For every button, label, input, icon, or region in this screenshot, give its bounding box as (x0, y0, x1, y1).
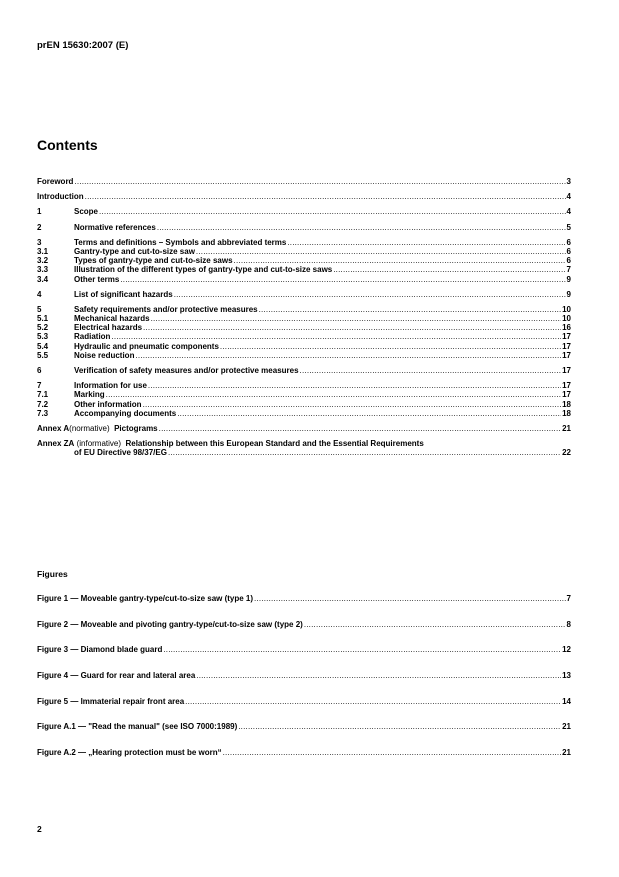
toc-entry-page: 18 (562, 399, 571, 409)
toc-entry[interactable] (37, 275, 571, 284)
toc-entry-title: Radiation (74, 332, 111, 342)
figure-entry[interactable] (37, 594, 571, 603)
toc-entry-title: Information for use (74, 381, 147, 391)
toc-group (37, 223, 571, 232)
toc-entry-number: 7.1 (37, 390, 49, 400)
toc-entry-number: 2 (37, 222, 42, 232)
toc-entry-number: 5.5 (37, 350, 49, 360)
toc-entry-title: Illustration of the different types of gantry-type and cut-to-size saws (74, 265, 333, 275)
toc-entry-title: Other information (74, 399, 142, 409)
toc-entry[interactable] (37, 223, 571, 232)
toc-entry[interactable] (37, 390, 571, 399)
toc-entry-number: 4 (37, 289, 42, 299)
toc-entry-page: 6 (566, 237, 571, 247)
toc-entry[interactable] (37, 256, 571, 265)
toc-groups (37, 177, 571, 418)
toc-entry-number: 6 (37, 366, 42, 375)
leader-dots (196, 671, 561, 680)
toc-entry-title: Verification of safety measures and/or protective measures (74, 366, 299, 375)
toc-entry-page: 18 (562, 408, 571, 418)
toc-entry[interactable] (37, 366, 571, 375)
toc-entry-number: 1 (37, 207, 42, 217)
toc-entry-page: 4 (566, 207, 571, 217)
leader-dots (333, 265, 565, 274)
leader-dots (220, 342, 561, 351)
leader-dots (254, 594, 566, 603)
figure-entry-page: 8 (566, 619, 571, 629)
leader-dots (106, 390, 561, 399)
leader-dots (120, 275, 565, 284)
toc-entry-page: 4 (566, 192, 571, 202)
document-id-header: prEN 15630:2007 (E) (37, 40, 129, 51)
toc-entry-page: 17 (562, 381, 571, 391)
leader-dots (85, 192, 566, 201)
toc-entry-title: Accompanying documents (74, 408, 177, 418)
toc-entry-page: 10 (562, 304, 571, 314)
toc-annex-za[interactable] (37, 439, 571, 457)
leader-dots (151, 314, 562, 323)
toc-entry[interactable] (37, 290, 571, 299)
leader-dots (157, 223, 566, 232)
leader-dots (304, 620, 566, 629)
figure-entry-title: Figure 3 — Diamond blade guard (37, 645, 163, 655)
leader-dots (163, 645, 561, 654)
leader-dots (185, 697, 561, 706)
toc-entry[interactable] (37, 351, 571, 360)
toc-entry[interactable] (37, 323, 571, 332)
toc-entry-title: Mechanical hazards (74, 314, 150, 324)
toc-entry-page: 16 (562, 323, 571, 333)
toc-entry[interactable] (37, 400, 571, 409)
list-of-figures (37, 594, 571, 774)
leader-dots (74, 177, 565, 186)
figure-entry[interactable] (37, 671, 571, 680)
contents-heading: Contents (37, 137, 98, 153)
toc-entry-page: 5 (566, 222, 571, 232)
leader-dots (168, 448, 561, 457)
figure-entry[interactable] (37, 697, 571, 706)
toc-entry-page: 9 (566, 289, 571, 299)
toc-entry-number: 5.1 (37, 314, 49, 324)
figure-entry[interactable] (37, 620, 571, 629)
figure-entry-title: Figure 2 — Moveable and pivoting gantry-type/cut-to-size saw (type 2) (37, 619, 303, 629)
figure-entry-page: 13 (562, 671, 571, 681)
toc-entry[interactable] (37, 381, 571, 390)
toc-entry-page: 17 (562, 332, 571, 342)
toc-entry-title: Types of gantry-type and cut-to-size saws (74, 256, 233, 266)
leader-dots (300, 366, 562, 375)
leader-dots (234, 256, 566, 265)
leader-dots (259, 305, 561, 314)
toc-group (37, 207, 571, 216)
toc-entry[interactable] (37, 238, 571, 247)
figure-entry-page: 21 (562, 722, 571, 732)
figure-entry-title: Figure A.2 — „Hearing protection must be worn“ (37, 748, 222, 758)
annex-a-title: Pictograms (114, 423, 158, 433)
leader-dots (135, 351, 561, 360)
leader-dots (238, 722, 561, 731)
toc-entry-title: Terms and definitions – Symbols and abbreviated terms (74, 237, 287, 247)
figures-heading: Figures (37, 569, 68, 579)
toc-entry-title: Other terms (74, 274, 120, 284)
toc-annex-a[interactable] (37, 424, 571, 433)
toc-entry[interactable] (37, 177, 571, 186)
leader-dots (223, 748, 561, 757)
toc-entry-page: 7 (566, 265, 571, 275)
figure-entry-page: 12 (562, 645, 571, 655)
toc-group (37, 290, 571, 299)
annex-a-label: Annex A (37, 423, 70, 433)
toc-entry-page: 6 (566, 246, 571, 256)
toc-group (37, 366, 571, 375)
toc-entry-number: 5 (37, 304, 42, 314)
figure-entry[interactable] (37, 722, 571, 731)
annex-za-page: 22 (562, 448, 571, 458)
toc-entry-number: 7 (37, 381, 42, 391)
toc-entry-title: Electrical hazards (74, 323, 143, 333)
toc-entry[interactable] (37, 314, 571, 323)
figure-entry-title: Figure 4 — Guard for rear and lateral area (37, 671, 196, 681)
toc-entry[interactable] (37, 247, 571, 256)
toc-entry-title: Gantry-type and cut-to-size saw (74, 246, 195, 256)
annex-a-page: 21 (562, 423, 571, 433)
figure-entry-title: Figure 1 — Moveable gantry-type/cut-to-size saw (type 1) (37, 594, 254, 603)
figure-entry[interactable] (37, 645, 571, 654)
toc-entry-title: Noise reduction (74, 350, 135, 360)
figure-entry[interactable] (37, 748, 571, 757)
figure-entry-page: 21 (562, 748, 571, 758)
figure-entry-title: Figure 5 — Immaterial repair front area (37, 696, 185, 706)
toc-group (37, 305, 571, 360)
figure-entry-page: 14 (562, 696, 571, 706)
toc-entry-title: Safety requirements and/or protective measures (74, 304, 258, 314)
toc-entry-page: 10 (562, 314, 571, 324)
leader-dots (177, 409, 561, 418)
toc-entry-number: 7.3 (37, 408, 49, 418)
annex-za-title-line1: Relationship between this European Standard and the Essential Requirements (125, 439, 424, 449)
toc-entry-number: 5.2 (37, 323, 49, 333)
annex-za-label: Annex ZA (37, 439, 75, 449)
leader-dots (111, 332, 561, 341)
toc-entry[interactable] (37, 265, 571, 274)
toc-entry[interactable] (37, 207, 571, 216)
toc-entry[interactable] (37, 409, 571, 418)
toc-entry-number: 5.3 (37, 332, 49, 342)
toc-entry-page: 17 (562, 341, 571, 351)
annex-za-title-line2: of EU Directive 98/37/EG (74, 448, 167, 458)
toc-entry[interactable] (37, 332, 571, 341)
toc-entry-number: 3.1 (37, 246, 49, 256)
figure-entry-page: 7 (566, 594, 571, 603)
toc-group (37, 381, 571, 418)
leader-dots (287, 238, 565, 247)
toc-entry-title: Scope (74, 207, 99, 217)
toc-entry[interactable] (37, 305, 571, 314)
toc-group (37, 192, 571, 201)
toc-entry-title: Introduction (37, 192, 84, 202)
toc-entry-page: 9 (566, 274, 571, 284)
toc-entry[interactable] (37, 342, 571, 351)
toc-entry-title: Marking (74, 390, 105, 400)
toc-entry-title: Foreword (37, 177, 74, 186)
toc-entry-page: 17 (562, 390, 571, 400)
toc-entry-number: 3 (37, 237, 42, 247)
page-number: 2 (37, 824, 42, 834)
toc-entry-page: 3 (566, 177, 571, 186)
leader-dots (143, 400, 562, 409)
toc-group (37, 238, 571, 284)
toc-group (37, 177, 571, 186)
toc-entry-title: Hydraulic and pneumatic components (74, 341, 219, 351)
toc-entry-page: 17 (562, 350, 571, 360)
toc-entry-number: 5.4 (37, 341, 49, 351)
toc-entry[interactable] (37, 192, 571, 201)
toc-entry-title: List of significant hazards (74, 289, 173, 299)
leader-dots (174, 290, 566, 299)
leader-dots (196, 247, 566, 256)
leader-dots (99, 207, 566, 216)
toc-entry-number: 3.3 (37, 265, 49, 275)
figure-entry-title: Figure A.1 — "Read the manual" (see ISO 7000:1989) (37, 722, 238, 732)
table-of-contents (37, 177, 571, 464)
annex-za-note: (informative) (76, 439, 122, 449)
annex-a-note: (normative) (69, 423, 110, 433)
leader-dots (159, 424, 561, 433)
toc-entry-page: 17 (562, 366, 571, 375)
toc-entry-number: 3.4 (37, 274, 49, 284)
toc-entry-number: 7.2 (37, 399, 49, 409)
toc-entry-title: Normative references (74, 222, 156, 232)
leader-dots (143, 323, 561, 332)
toc-entry-page: 6 (566, 256, 571, 266)
toc-entry-number: 3.2 (37, 256, 49, 266)
leader-dots (148, 381, 561, 390)
